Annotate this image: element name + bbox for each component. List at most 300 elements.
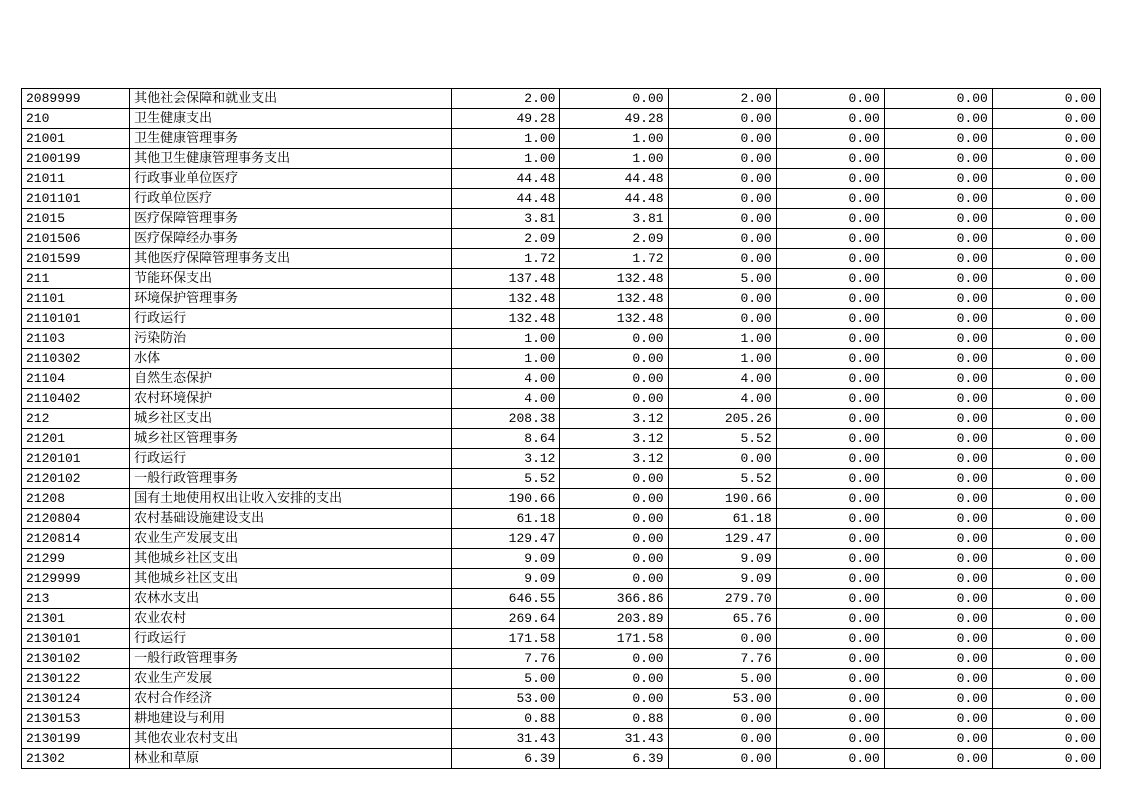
table-row [22,449,1101,469]
row-general-budget-cell: 0.88 [560,709,668,729]
row-state-capital-cell: 0.00 [776,449,884,469]
row-other-cell: 0.00 [992,349,1100,369]
row-state-capital-cell: 0.00 [776,309,884,329]
table-row [22,109,1101,129]
row-other-cell: 0.00 [992,209,1100,229]
row-social-insurance-cell: 0.00 [884,429,992,449]
table-row [22,469,1101,489]
row-fund-budget-cell: 0.00 [668,289,776,309]
row-code-cell: 21299 [22,549,130,569]
row-name-cell: 行政运行 [130,449,452,469]
row-state-capital-cell: 0.00 [776,689,884,709]
row-social-insurance-cell: 0.00 [884,89,992,109]
row-general-budget-cell: 132.48 [560,309,668,329]
table-row [22,409,1101,429]
row-total-cell: 6.39 [452,749,560,769]
row-name-cell: 国有土地使用权出让收入安排的支出 [130,489,452,509]
row-general-budget-cell: 0.00 [560,369,668,389]
row-code-cell: 2110101 [22,309,130,329]
row-name-cell: 耕地建设与利用 [130,709,452,729]
row-code-cell: 2110302 [22,349,130,369]
row-other-cell: 0.00 [992,689,1100,709]
row-social-insurance-cell: 0.00 [884,649,992,669]
row-total-cell: 1.00 [452,329,560,349]
row-name-cell: 林业和草原 [130,749,452,769]
row-other-cell: 0.00 [992,649,1100,669]
row-other-cell: 0.00 [992,169,1100,189]
table-row [22,649,1101,669]
row-fund-budget-cell: 0.00 [668,189,776,209]
row-name-cell: 农业生产发展 [130,669,452,689]
row-code-cell: 2130122 [22,669,130,689]
row-state-capital-cell: 0.00 [776,209,884,229]
row-general-budget-cell: 49.28 [560,109,668,129]
row-state-capital-cell: 0.00 [776,749,884,769]
row-other-cell: 0.00 [992,629,1100,649]
row-fund-budget-cell: 205.26 [668,409,776,429]
row-name-cell: 其他城乡社区支出 [130,569,452,589]
row-code-cell: 21101 [22,289,130,309]
row-general-budget-cell: 0.00 [560,349,668,369]
row-name-cell: 农村环境保护 [130,389,452,409]
row-general-budget-cell: 0.00 [560,649,668,669]
row-name-cell: 医疗保障管理事务 [130,209,452,229]
row-social-insurance-cell: 0.00 [884,189,992,209]
row-social-insurance-cell: 0.00 [884,629,992,649]
row-general-budget-cell: 1.00 [560,149,668,169]
row-general-budget-cell: 171.58 [560,629,668,649]
row-general-budget-cell: 44.48 [560,189,668,209]
row-other-cell: 0.00 [992,89,1100,109]
row-general-budget-cell: 6.39 [560,749,668,769]
row-code-cell: 210 [22,109,130,129]
row-fund-budget-cell: 0.00 [668,209,776,229]
row-fund-budget-cell: 0.00 [668,709,776,729]
row-fund-budget-cell: 129.47 [668,529,776,549]
row-fund-budget-cell: 0.00 [668,249,776,269]
row-social-insurance-cell: 0.00 [884,149,992,169]
row-code-cell: 2089999 [22,89,130,109]
row-total-cell: 1.72 [452,249,560,269]
row-fund-budget-cell: 5.00 [668,269,776,289]
row-code-cell: 21302 [22,749,130,769]
row-name-cell: 农村合作经济 [130,689,452,709]
row-other-cell: 0.00 [992,289,1100,309]
row-fund-budget-cell: 0.00 [668,449,776,469]
row-general-budget-cell: 3.12 [560,409,668,429]
row-fund-budget-cell: 0.00 [668,109,776,129]
row-general-budget-cell: 1.00 [560,129,668,149]
row-total-cell: 1.00 [452,129,560,149]
row-total-cell: 129.47 [452,529,560,549]
row-name-cell: 行政事业单位医疗 [130,169,452,189]
row-general-budget-cell: 0.00 [560,549,668,569]
row-name-cell: 污染防治 [130,329,452,349]
row-name-cell: 节能环保支出 [130,269,452,289]
row-general-budget-cell: 3.12 [560,449,668,469]
row-total-cell: 61.18 [452,509,560,529]
row-other-cell: 0.00 [992,469,1100,489]
row-total-cell: 8.64 [452,429,560,449]
row-total-cell: 31.43 [452,729,560,749]
row-state-capital-cell: 0.00 [776,269,884,289]
row-social-insurance-cell: 0.00 [884,569,992,589]
row-general-budget-cell: 0.00 [560,569,668,589]
row-social-insurance-cell: 0.00 [884,669,992,689]
row-total-cell: 171.58 [452,629,560,649]
row-state-capital-cell: 0.00 [776,709,884,729]
row-code-cell: 2101599 [22,249,130,269]
row-fund-budget-cell: 0.00 [668,149,776,169]
row-other-cell: 0.00 [992,449,1100,469]
row-other-cell: 0.00 [992,749,1100,769]
row-code-cell: 2130101 [22,629,130,649]
row-total-cell: 1.00 [452,349,560,369]
row-state-capital-cell: 0.00 [776,509,884,529]
table-row [22,369,1101,389]
row-state-capital-cell: 0.00 [776,569,884,589]
row-other-cell: 0.00 [992,329,1100,349]
row-state-capital-cell: 0.00 [776,109,884,129]
row-name-cell: 卫生健康支出 [130,109,452,129]
row-social-insurance-cell: 0.00 [884,589,992,609]
row-name-cell: 医疗保障经办事务 [130,229,452,249]
row-social-insurance-cell: 0.00 [884,449,992,469]
row-code-cell: 2120804 [22,509,130,529]
row-fund-budget-cell: 0.00 [668,309,776,329]
table-row [22,309,1101,329]
row-state-capital-cell: 0.00 [776,129,884,149]
row-state-capital-cell: 0.00 [776,469,884,489]
row-state-capital-cell: 0.00 [776,629,884,649]
row-social-insurance-cell: 0.00 [884,249,992,269]
row-total-cell: 9.09 [452,549,560,569]
row-total-cell: 2.09 [452,229,560,249]
table-row [22,89,1101,109]
row-other-cell: 0.00 [992,109,1100,129]
row-other-cell: 0.00 [992,729,1100,749]
row-total-cell: 3.81 [452,209,560,229]
table-row [22,169,1101,189]
table-row [22,669,1101,689]
row-other-cell: 0.00 [992,669,1100,689]
row-social-insurance-cell: 0.00 [884,409,992,429]
table-row [22,289,1101,309]
row-state-capital-cell: 0.00 [776,649,884,669]
table-row [22,149,1101,169]
table-row [22,269,1101,289]
table-row [22,389,1101,409]
row-total-cell: 208.38 [452,409,560,429]
row-fund-budget-cell: 0.00 [668,169,776,189]
row-fund-budget-cell: 53.00 [668,689,776,709]
row-total-cell: 132.48 [452,289,560,309]
row-other-cell: 0.00 [992,489,1100,509]
row-general-budget-cell: 0.00 [560,669,668,689]
row-state-capital-cell: 0.00 [776,409,884,429]
row-social-insurance-cell: 0.00 [884,389,992,409]
row-social-insurance-cell: 0.00 [884,329,992,349]
row-general-budget-cell: 0.00 [560,469,668,489]
row-fund-budget-cell: 0.00 [668,729,776,749]
table-row [22,689,1101,709]
row-social-insurance-cell: 0.00 [884,689,992,709]
row-other-cell: 0.00 [992,429,1100,449]
row-total-cell: 190.66 [452,489,560,509]
row-other-cell: 0.00 [992,609,1100,629]
budget-table [21,88,1101,769]
row-social-insurance-cell: 0.00 [884,749,992,769]
row-state-capital-cell: 0.00 [776,489,884,509]
table-row [22,629,1101,649]
row-total-cell: 7.76 [452,649,560,669]
row-state-capital-cell: 0.00 [776,349,884,369]
row-name-cell: 其他卫生健康管理事务支出 [130,149,452,169]
row-state-capital-cell: 0.00 [776,549,884,569]
row-code-cell: 2130124 [22,689,130,709]
row-social-insurance-cell: 0.00 [884,709,992,729]
row-name-cell: 农村基础设施建设支出 [130,509,452,529]
table-row [22,509,1101,529]
row-name-cell: 农林水支出 [130,589,452,609]
row-fund-budget-cell: 279.70 [668,589,776,609]
row-other-cell: 0.00 [992,409,1100,429]
row-state-capital-cell: 0.00 [776,589,884,609]
row-code-cell: 2130153 [22,709,130,729]
table-row [22,569,1101,589]
row-state-capital-cell: 0.00 [776,149,884,169]
row-fund-budget-cell: 5.00 [668,669,776,689]
row-other-cell: 0.00 [992,369,1100,389]
row-social-insurance-cell: 0.00 [884,209,992,229]
row-state-capital-cell: 0.00 [776,89,884,109]
row-fund-budget-cell: 65.76 [668,609,776,629]
row-code-cell: 2101506 [22,229,130,249]
row-name-cell: 一般行政管理事务 [130,469,452,489]
row-general-budget-cell: 44.48 [560,169,668,189]
row-name-cell: 其他社会保障和就业支出 [130,89,452,109]
row-code-cell: 2130102 [22,649,130,669]
row-name-cell: 农业农村 [130,609,452,629]
row-state-capital-cell: 0.00 [776,329,884,349]
table-row [22,529,1101,549]
row-code-cell: 21201 [22,429,130,449]
row-other-cell: 0.00 [992,269,1100,289]
row-code-cell: 21001 [22,129,130,149]
row-state-capital-cell: 0.00 [776,609,884,629]
table-row [22,349,1101,369]
row-state-capital-cell: 0.00 [776,229,884,249]
row-fund-budget-cell: 61.18 [668,509,776,529]
row-name-cell: 行政运行 [130,629,452,649]
row-code-cell: 21208 [22,489,130,509]
row-social-insurance-cell: 0.00 [884,549,992,569]
row-total-cell: 5.52 [452,469,560,489]
table-row [22,249,1101,269]
row-state-capital-cell: 0.00 [776,729,884,749]
row-social-insurance-cell: 0.00 [884,609,992,629]
budget-table-container [21,88,1101,769]
row-code-cell: 212 [22,409,130,429]
row-social-insurance-cell: 0.00 [884,289,992,309]
row-name-cell: 自然生态保护 [130,369,452,389]
row-other-cell: 0.00 [992,229,1100,249]
row-name-cell: 城乡社区管理事务 [130,429,452,449]
row-state-capital-cell: 0.00 [776,289,884,309]
row-code-cell: 2120814 [22,529,130,549]
row-other-cell: 0.00 [992,709,1100,729]
row-other-cell: 0.00 [992,149,1100,169]
table-row [22,209,1101,229]
row-code-cell: 21011 [22,169,130,189]
row-state-capital-cell: 0.00 [776,529,884,549]
row-general-budget-cell: 3.12 [560,429,668,449]
row-other-cell: 0.00 [992,529,1100,549]
row-code-cell: 2120102 [22,469,130,489]
row-total-cell: 132.48 [452,309,560,329]
row-total-cell: 44.48 [452,169,560,189]
row-general-budget-cell: 31.43 [560,729,668,749]
row-code-cell: 2130199 [22,729,130,749]
table-row [22,589,1101,609]
row-social-insurance-cell: 0.00 [884,729,992,749]
row-general-budget-cell: 0.00 [560,329,668,349]
row-state-capital-cell: 0.00 [776,169,884,189]
row-total-cell: 53.00 [452,689,560,709]
row-fund-budget-cell: 1.00 [668,349,776,369]
row-code-cell: 2100199 [22,149,130,169]
row-name-cell: 水体 [130,349,452,369]
row-fund-budget-cell: 4.00 [668,369,776,389]
row-general-budget-cell: 132.48 [560,289,668,309]
row-general-budget-cell: 0.00 [560,689,668,709]
row-total-cell: 9.09 [452,569,560,589]
row-social-insurance-cell: 0.00 [884,169,992,189]
row-state-capital-cell: 0.00 [776,189,884,209]
row-general-budget-cell: 366.86 [560,589,668,609]
row-social-insurance-cell: 0.00 [884,109,992,129]
row-other-cell: 0.00 [992,589,1100,609]
table-row [22,189,1101,209]
row-name-cell: 一般行政管理事务 [130,649,452,669]
table-row [22,489,1101,509]
row-general-budget-cell: 3.81 [560,209,668,229]
row-fund-budget-cell: 1.00 [668,329,776,349]
row-name-cell: 其他城乡社区支出 [130,549,452,569]
row-fund-budget-cell: 5.52 [668,429,776,449]
row-state-capital-cell: 0.00 [776,429,884,449]
row-other-cell: 0.00 [992,309,1100,329]
row-total-cell: 3.12 [452,449,560,469]
table-row [22,329,1101,349]
row-general-budget-cell: 1.72 [560,249,668,269]
row-code-cell: 2101101 [22,189,130,209]
row-general-budget-cell: 132.48 [560,269,668,289]
row-code-cell: 21103 [22,329,130,349]
row-total-cell: 4.00 [452,369,560,389]
row-social-insurance-cell: 0.00 [884,349,992,369]
row-social-insurance-cell: 0.00 [884,129,992,149]
row-fund-budget-cell: 0.00 [668,229,776,249]
row-total-cell: 137.48 [452,269,560,289]
row-state-capital-cell: 0.00 [776,249,884,269]
row-code-cell: 2110402 [22,389,130,409]
row-social-insurance-cell: 0.00 [884,489,992,509]
row-total-cell: 49.28 [452,109,560,129]
row-fund-budget-cell: 0.00 [668,749,776,769]
row-fund-budget-cell: 9.09 [668,569,776,589]
table-row [22,709,1101,729]
row-fund-budget-cell: 2.00 [668,89,776,109]
row-social-insurance-cell: 0.00 [884,509,992,529]
table-row [22,729,1101,749]
row-general-budget-cell: 2.09 [560,229,668,249]
row-total-cell: 0.88 [452,709,560,729]
row-name-cell: 农业生产发展支出 [130,529,452,549]
row-social-insurance-cell: 0.00 [884,269,992,289]
row-state-capital-cell: 0.00 [776,369,884,389]
row-fund-budget-cell: 190.66 [668,489,776,509]
row-name-cell: 行政单位医疗 [130,189,452,209]
row-code-cell: 2129999 [22,569,130,589]
row-name-cell: 城乡社区支出 [130,409,452,429]
row-fund-budget-cell: 7.76 [668,649,776,669]
row-fund-budget-cell: 9.09 [668,549,776,569]
row-other-cell: 0.00 [992,569,1100,589]
row-name-cell: 其他医疗保障管理事务支出 [130,249,452,269]
table-row [22,609,1101,629]
row-general-budget-cell: 0.00 [560,489,668,509]
row-total-cell: 269.64 [452,609,560,629]
row-total-cell: 646.55 [452,589,560,609]
row-other-cell: 0.00 [992,129,1100,149]
row-total-cell: 44.48 [452,189,560,209]
row-total-cell: 5.00 [452,669,560,689]
row-code-cell: 21104 [22,369,130,389]
row-general-budget-cell: 0.00 [560,389,668,409]
row-general-budget-cell: 0.00 [560,509,668,529]
row-other-cell: 0.00 [992,249,1100,269]
table-row [22,429,1101,449]
row-total-cell: 2.00 [452,89,560,109]
row-fund-budget-cell: 0.00 [668,629,776,649]
table-row [22,749,1101,769]
row-state-capital-cell: 0.00 [776,669,884,689]
row-other-cell: 0.00 [992,389,1100,409]
row-other-cell: 0.00 [992,189,1100,209]
row-fund-budget-cell: 5.52 [668,469,776,489]
row-total-cell: 1.00 [452,149,560,169]
row-total-cell: 4.00 [452,389,560,409]
row-name-cell: 卫生健康管理事务 [130,129,452,149]
row-social-insurance-cell: 0.00 [884,229,992,249]
row-fund-budget-cell: 0.00 [668,129,776,149]
row-social-insurance-cell: 0.00 [884,369,992,389]
row-fund-budget-cell: 4.00 [668,389,776,409]
row-other-cell: 0.00 [992,509,1100,529]
table-row [22,549,1101,569]
row-general-budget-cell: 203.89 [560,609,668,629]
row-name-cell: 其他农业农村支出 [130,729,452,749]
row-name-cell: 行政运行 [130,309,452,329]
row-social-insurance-cell: 0.00 [884,529,992,549]
row-code-cell: 211 [22,269,130,289]
row-state-capital-cell: 0.00 [776,389,884,409]
row-social-insurance-cell: 0.00 [884,469,992,489]
table-row [22,129,1101,149]
row-general-budget-cell: 0.00 [560,89,668,109]
row-code-cell: 2120101 [22,449,130,469]
